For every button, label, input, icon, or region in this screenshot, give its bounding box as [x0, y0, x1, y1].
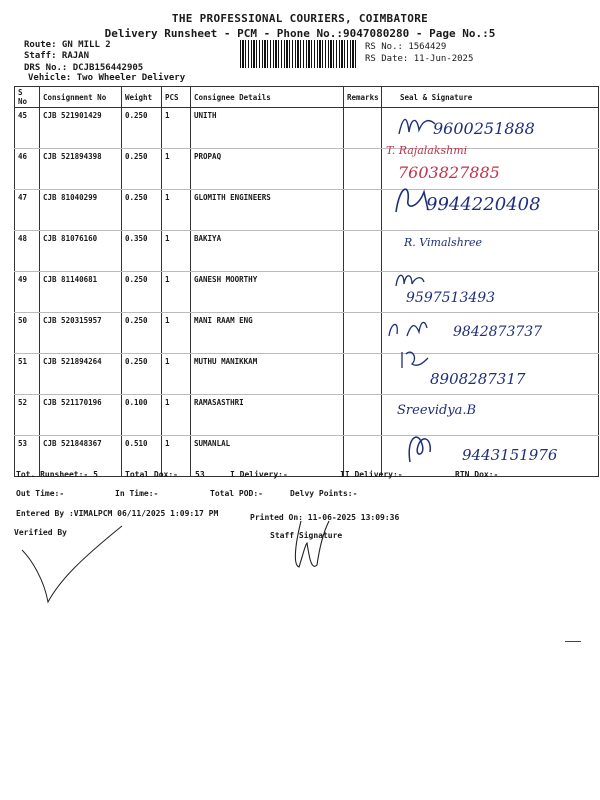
barcode: [240, 40, 358, 68]
consignee: PROPAQ: [191, 149, 344, 190]
pieces: 1: [162, 354, 191, 395]
tot-runsheet: Tot. Runsheet:- 5: [16, 470, 98, 479]
table-row: [15, 108, 599, 149]
consignment-number: CJB 521901429: [40, 108, 122, 149]
table-row: [15, 190, 599, 231]
serial-number: 49: [15, 272, 40, 313]
column-header: PCS: [162, 87, 191, 108]
remarks: [344, 313, 382, 354]
verified-by-label: Verified By: [14, 528, 67, 537]
signature-cell: [382, 354, 599, 395]
serial-number: 46: [15, 149, 40, 190]
consignment-number: CJB 520315957: [40, 313, 122, 354]
staff-signature-mark: [285, 515, 345, 575]
out-time: Out Time:-: [16, 489, 65, 498]
signature-text: Sreevidya.B: [397, 403, 477, 418]
total-dox-label: Total Dox:-: [125, 470, 178, 479]
weight: 0.250: [122, 149, 162, 190]
rtn-dox: RTN Dox:-: [455, 470, 499, 479]
verified-signature-mark: [20, 520, 130, 610]
weight: 0.510: [122, 436, 162, 477]
column-header: Consignee Details: [191, 87, 344, 108]
ii-delivery: II Delivery:-: [340, 470, 403, 479]
weight: 0.250: [122, 354, 162, 395]
signature-text: 9443151976: [462, 446, 558, 464]
table-row: [15, 149, 599, 190]
remarks: [344, 354, 382, 395]
pieces: 1: [162, 190, 191, 231]
consignment-number: CJB 521894264: [40, 354, 122, 395]
rs-number: RS No.: 1564429: [365, 42, 447, 52]
remarks: [344, 190, 382, 231]
staff-signature-label: Staff Signature: [270, 531, 343, 540]
column-header: S No: [15, 87, 40, 108]
consignee: RAMASASTHRI: [191, 395, 344, 436]
consignment-number: CJB 81040299: [40, 190, 122, 231]
signature-cell: [382, 190, 599, 231]
weight: 0.100: [122, 395, 162, 436]
vehicle-label: Vehicle: Two Wheeler Delivery: [28, 73, 186, 83]
signature-cell: [382, 149, 599, 190]
company-name: THE PROFESSIONAL COURIERS, COIMBATORE: [171, 12, 429, 25]
signature-cell: [382, 231, 599, 272]
consignee: SUMANLAL: [191, 436, 344, 477]
serial-number: 53: [15, 436, 40, 477]
consignee: MANI RAAM ENG: [191, 313, 344, 354]
remarks: [344, 272, 382, 313]
total-pod: Total POD:-: [210, 489, 263, 498]
serial-number: 50: [15, 313, 40, 354]
column-header: Seal & Signature: [382, 87, 599, 108]
column-header: Weight: [122, 87, 162, 108]
table-row: [15, 231, 599, 272]
weight: 0.250: [122, 272, 162, 313]
i-delivery: I Delivery:-: [230, 470, 288, 479]
consignee: GLOMITH ENGINEERS: [191, 190, 344, 231]
signature-text: 7603827885: [398, 163, 500, 182]
consignment-number: CJB 81140681: [40, 272, 122, 313]
serial-number: 48: [15, 231, 40, 272]
serial-number: 47: [15, 190, 40, 231]
signature-cell: [382, 313, 599, 354]
in-time: In Time:-: [115, 489, 159, 498]
weight: 0.250: [122, 108, 162, 149]
signature-cell: [382, 108, 599, 149]
consignee: GANESH MOORTHY: [191, 272, 344, 313]
signature-text: 9842873737: [453, 324, 543, 340]
serial-number: 52: [15, 395, 40, 436]
drs-number: DRS No.: DCJB156442905: [24, 63, 144, 73]
serial-number: 45: [15, 108, 40, 149]
column-header: Remarks: [344, 87, 382, 108]
consignee: BAKIYA: [191, 231, 344, 272]
consignee: UNITH: [191, 108, 344, 149]
signature-name-text: T. Rajalakshmi: [386, 144, 468, 157]
consignment-number: CJB 521170196: [40, 395, 122, 436]
signature-cell: [382, 395, 599, 436]
weight: 0.250: [122, 313, 162, 354]
table-header: [15, 87, 599, 108]
remarks: [344, 149, 382, 190]
scan-mark: [565, 641, 581, 642]
runsheet-title: Delivery Runsheet - PCM - Phone No.:9047080280 - Page No.:5: [104, 27, 496, 40]
table-row: [15, 313, 599, 354]
consignment-number: CJB 81076160: [40, 231, 122, 272]
signature-text: 9600251888: [433, 119, 535, 138]
pieces: 1: [162, 395, 191, 436]
remarks: [344, 395, 382, 436]
signature-text: 9597513493: [406, 290, 496, 306]
rs-date: RS Date: 11-Jun-2025: [365, 54, 474, 64]
consignee: MUTHU MANIKKAM: [191, 354, 344, 395]
remarks: [344, 108, 382, 149]
table-row: [15, 436, 599, 477]
table-row: [15, 272, 599, 313]
pieces: 1: [162, 272, 191, 313]
runsheet-table: [14, 86, 599, 477]
entered-by: Entered By :VIMALPCM 06/11/2025 1:09:17 PM: [16, 509, 219, 518]
total-dox-value: 53: [195, 470, 205, 479]
consignment-number: CJB 521894398: [40, 149, 122, 190]
signature-text: 9944220408: [426, 194, 541, 215]
pieces: 1: [162, 313, 191, 354]
serial-number: 51: [15, 354, 40, 395]
pieces: 1: [162, 231, 191, 272]
signature-text: 8908287317: [430, 370, 526, 388]
signature-text: R. Vimalshree: [404, 236, 483, 249]
printed-on: Printed On: 11-06-2025 13:09:36: [250, 513, 400, 522]
pieces: 1: [162, 108, 191, 149]
weight: 0.350: [122, 231, 162, 272]
column-header: Consignment No: [40, 87, 122, 108]
remarks: [344, 231, 382, 272]
table-row: [15, 395, 599, 436]
weight: 0.250: [122, 190, 162, 231]
delvy-points: Delvy Points:-: [290, 489, 358, 498]
pieces: 1: [162, 149, 191, 190]
signature-cell: [382, 272, 599, 313]
pieces: 1: [162, 436, 191, 477]
table-row: [15, 354, 599, 395]
staff-label: Staff: RAJAN: [24, 51, 90, 61]
route-label: Route: GN MILL 2: [24, 40, 111, 50]
consignment-number: CJB 521848367: [40, 436, 122, 477]
